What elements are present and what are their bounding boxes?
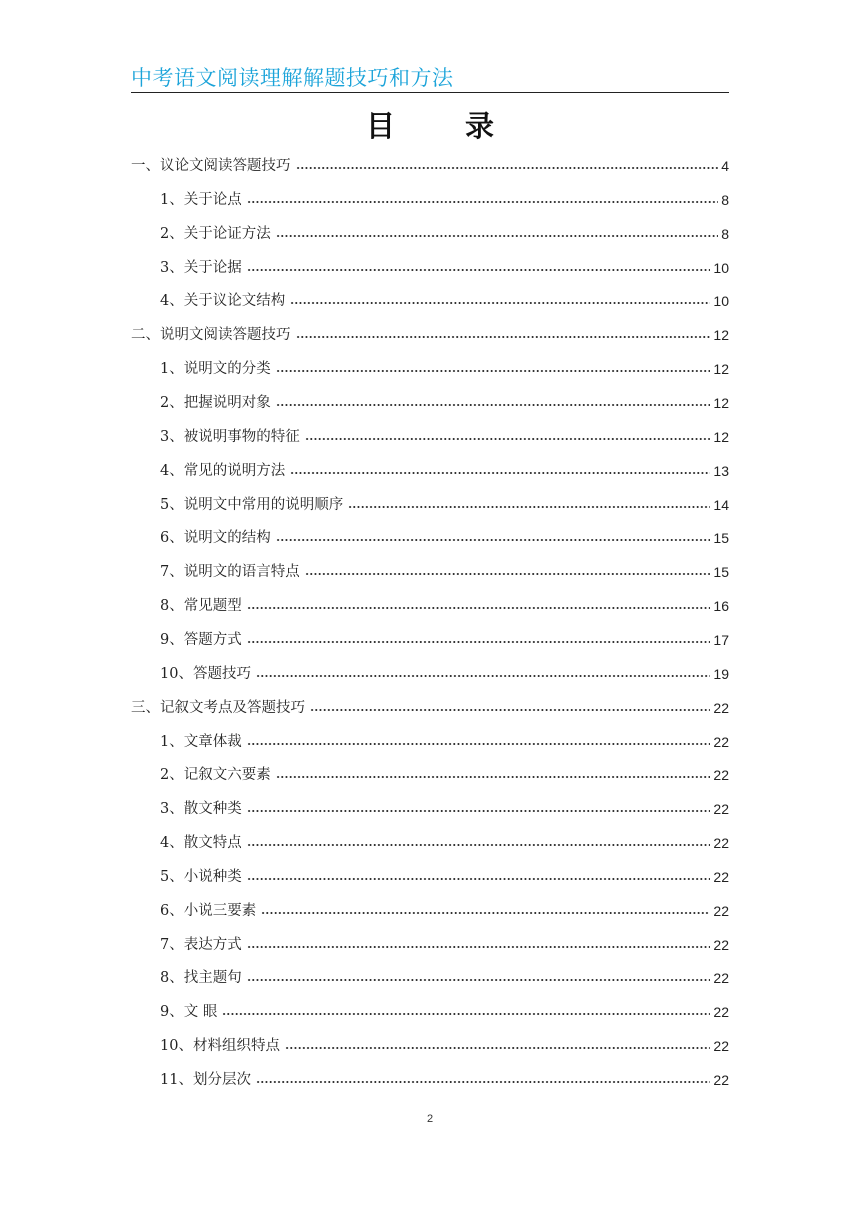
toc-entry[interactable] (160, 731, 729, 753)
toc-entry-page: 22 (713, 970, 729, 987)
toc-entry-page: 19 (713, 665, 729, 682)
toc-entry-page: 8 (721, 225, 729, 242)
toc-entry[interactable] (160, 561, 729, 583)
toc-entry[interactable] (160, 629, 729, 651)
toc-dot-leader (247, 944, 711, 950)
toc-entry[interactable] (160, 358, 729, 380)
toc-entry[interactable] (160, 223, 729, 245)
toc-entry[interactable] (160, 1001, 729, 1023)
toc-entry-label: 3、散文种类 (160, 801, 242, 818)
toc-dot-leader (348, 504, 710, 510)
toc-entry-page: 12 (713, 327, 729, 344)
toc-dot-leader (290, 470, 710, 476)
toc-entry[interactable] (160, 1069, 729, 1091)
toc-entry[interactable] (160, 934, 729, 956)
toc-dot-leader (305, 436, 711, 442)
toc-entry-label: 2、记叙文六要素 (160, 767, 271, 784)
toc-entry[interactable] (160, 527, 729, 549)
toc-entry-page: 22 (713, 1004, 729, 1021)
toc-dot-leader (247, 605, 711, 611)
toc-dot-leader (296, 334, 711, 340)
toc-entry[interactable] (160, 798, 729, 820)
toc-entry-label: 7、表达方式 (160, 936, 242, 953)
toc-entry[interactable] (160, 967, 729, 989)
toc-dot-leader (247, 876, 711, 882)
toc-entry[interactable] (160, 663, 729, 685)
toc-entry-page: 8 (721, 191, 729, 208)
toc-entry-page: 10 (713, 293, 729, 310)
toc-entry[interactable] (160, 1035, 729, 1057)
toc-dot-leader (247, 977, 711, 983)
toc-entry-page: 22 (713, 902, 729, 919)
toc-entry-page: 22 (713, 835, 729, 851)
toc-entry[interactable] (131, 324, 729, 346)
toc-entry-label: 1、关于论点 (160, 191, 242, 208)
toc-entry-page: 13 (713, 462, 729, 479)
toc-entry-label: 7、说明文的语言特点 (160, 564, 300, 581)
toc-dot-leader (310, 707, 710, 713)
toc-entry-label: 一、议论文阅读答题技巧 (131, 158, 291, 174)
toc-entry[interactable] (160, 460, 729, 482)
toc-entry-label: 6、说明文的结构 (160, 530, 271, 547)
toc-dot-leader (222, 1011, 710, 1017)
toc-dot-leader (247, 267, 711, 273)
toc-entry-label: 2、关于论证方法 (160, 225, 271, 242)
toc-dot-leader (261, 910, 710, 916)
toc-entry-label: 8、找主题句 (160, 970, 242, 987)
toc-entry-label: 4、散文特点 (160, 835, 242, 851)
toc-entry-page: 22 (713, 733, 729, 750)
toc-dot-leader (285, 1045, 710, 1051)
toc-entry-label: 2、把握说明对象 (160, 395, 271, 411)
page-number: 2 (426, 1113, 434, 1125)
toc-entry[interactable] (160, 290, 729, 312)
toc-entry-label: 9、答题方式 (160, 631, 242, 648)
toc-entry-page: 15 (713, 530, 729, 547)
toc-dot-leader (296, 165, 719, 171)
toc-entry-page: 22 (713, 1072, 729, 1088)
toc-entry[interactable] (160, 392, 729, 414)
toc-dot-leader (256, 673, 710, 679)
toc-entry-page: 22 (713, 936, 729, 953)
toc-dot-leader (276, 233, 718, 239)
toc-dot-leader (247, 741, 711, 747)
toc-entry-page: 12 (713, 361, 729, 378)
toc-entry-label: 4、关于议论文结构 (160, 293, 286, 310)
toc-entry-label: 10、材料组织特点 (160, 1038, 280, 1055)
toc-dot-leader (305, 571, 711, 577)
toc-dot-leader (276, 537, 711, 543)
toc-title: 目 录 (365, 109, 525, 143)
toc-dot-leader (247, 639, 711, 645)
toc-entry-page: 12 (713, 428, 729, 445)
toc-entry[interactable] (160, 257, 729, 279)
toc-entry[interactable] (160, 900, 729, 922)
toc-entry-page: 22 (713, 868, 729, 885)
toc-entry-page: 4 (721, 158, 729, 174)
toc-entry-label: 9、文 眼 (160, 1004, 218, 1021)
toc-entry-page: 22 (713, 767, 729, 784)
header-title: 中考语文阅读理解解题技巧和方法 (131, 66, 454, 90)
toc-entry[interactable] (131, 697, 729, 719)
toc-entry-label: 6、小说三要素 (160, 902, 257, 919)
toc-entry-page: 12 (713, 395, 729, 411)
toc-entry-page: 22 (713, 801, 729, 818)
toc-entry[interactable] (160, 832, 729, 854)
toc-entry[interactable] (160, 426, 729, 448)
toc-dot-leader (247, 199, 718, 205)
toc-entry-page: 14 (713, 496, 729, 513)
toc-entry-label: 8、常见题型 (160, 598, 242, 614)
toc-dot-leader (256, 1079, 710, 1085)
toc-entry-label: 5、说明文中常用的说明顺序 (160, 496, 344, 513)
toc-entry-label: 11、划分层次 (160, 1072, 251, 1088)
toc-entry-label: 3、被说明事物的特征 (160, 428, 300, 445)
toc-entry-label: 1、文章体裁 (160, 733, 242, 750)
toc-entry[interactable] (160, 866, 729, 888)
toc-dot-leader (276, 368, 711, 374)
toc-dot-leader (247, 842, 711, 848)
toc-entry[interactable] (160, 595, 729, 617)
toc-entry-page: 10 (713, 259, 729, 276)
toc-entry-page: 17 (713, 631, 729, 648)
toc-entry[interactable] (160, 764, 729, 786)
toc-entry-label: 3、关于论据 (160, 259, 242, 276)
toc-entry-page: 22 (713, 699, 729, 716)
toc-dot-leader (290, 300, 710, 306)
toc-entry-page: 16 (713, 598, 729, 614)
toc-entry[interactable] (160, 494, 729, 516)
toc-entry-label: 5、小说种类 (160, 868, 242, 885)
toc-entry-label: 三、记叙文考点及答题技巧 (131, 699, 305, 716)
toc-entry-label: 10、答题技巧 (160, 665, 251, 682)
toc-entry-label: 4、常见的说明方法 (160, 462, 286, 479)
toc-entry[interactable] (131, 155, 729, 177)
toc-entry-label: 二、说明文阅读答题技巧 (131, 327, 291, 344)
toc-entry-page: 15 (713, 564, 729, 581)
toc-dot-leader (276, 402, 711, 408)
toc-entry[interactable] (160, 189, 729, 211)
toc-dot-leader (276, 774, 711, 780)
toc-dot-leader (247, 808, 711, 814)
toc-entry-label: 1、说明文的分类 (160, 361, 271, 378)
toc-entry-page: 22 (713, 1038, 729, 1055)
